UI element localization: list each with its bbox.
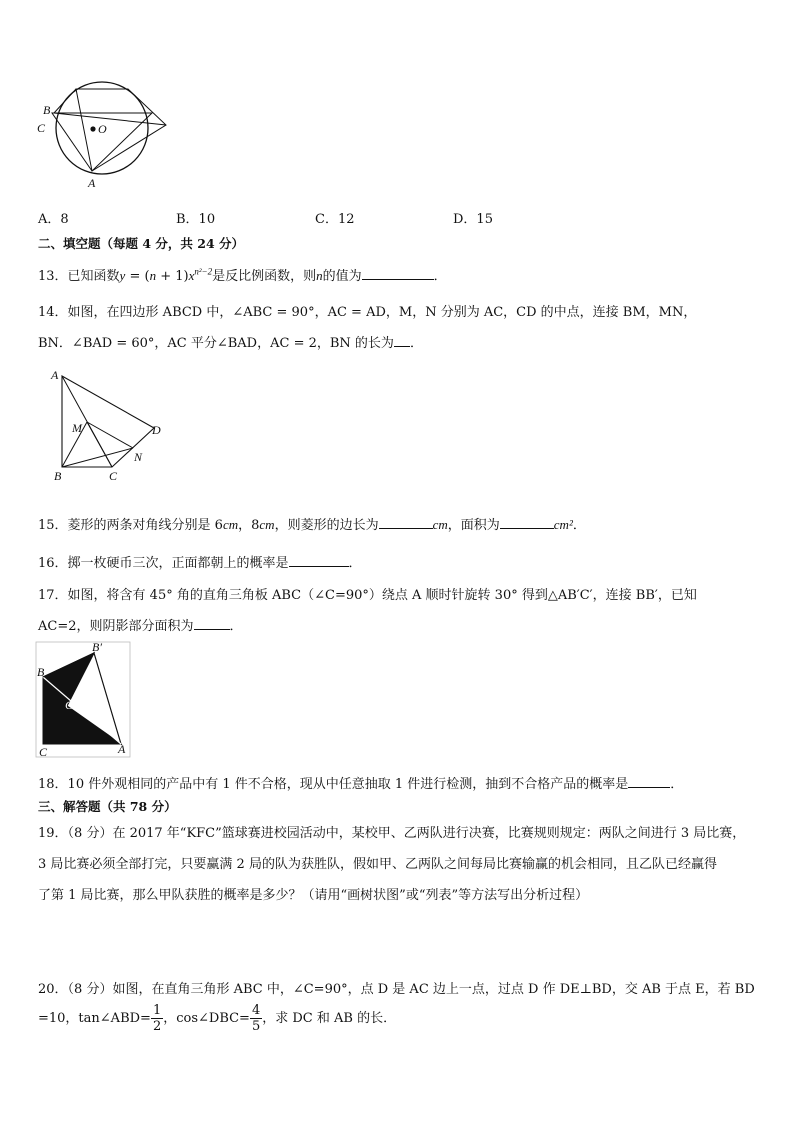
q12-option-b: B．10 xyxy=(176,212,216,227)
section-3-title: 三、解答题（共 78 分） xyxy=(38,799,177,814)
q17-answer-blank[interactable] xyxy=(194,617,230,630)
q14-line1: 14．如图，在四边形 ABCD 中，∠ABC = 90°，AC = AD，M，N 分别为 AC，CD 的中点，连接 BM，MN， xyxy=(38,305,697,320)
q14-end: ． xyxy=(409,336,423,351)
q15-mid: ，8 xyxy=(238,518,260,533)
q16-answer-blank[interactable] xyxy=(289,554,349,567)
q13-exponent: n²−2 xyxy=(194,266,213,277)
q19-line2: 3 局比赛必须全部打完，只要赢满 2 局的队为获胜队，假如甲、乙两队之间每局比赛输赢的机会相同，且乙队已经赢得 xyxy=(38,857,717,872)
q13-prefix: 13．已知函数 xyxy=(38,269,120,284)
q19-line3: 了第 1 局比赛，那么甲队获胜的概率是多少？（请用“画树状图”或“列表”等方法写出分析过程） xyxy=(38,888,589,903)
label-N: N xyxy=(134,450,143,464)
label-C: C xyxy=(37,121,46,135)
q16-text: 16．掷一枚硬币三次，正面都朝上的概率是 xyxy=(38,556,289,571)
section-2-title: 二、填空题（每题 4 分，共 24 分） xyxy=(38,236,245,251)
q18-text: 18．10 件外观相同的产品中有 1 件不合格，现从中任意抽取 1 件进行检测，抽到不合格产品的概率是 xyxy=(38,777,629,792)
label-C-prime: C′ xyxy=(65,698,76,712)
q18 xyxy=(38,773,683,792)
label-C: C xyxy=(109,469,118,483)
q15-end: ． xyxy=(572,518,586,533)
label-O: O xyxy=(98,122,107,136)
q13-middle: 是反比例函数，则 xyxy=(212,269,317,284)
q20-frac1-den: 2 xyxy=(152,1019,162,1034)
q13 xyxy=(38,265,447,284)
q15 xyxy=(38,514,586,533)
q12-square xyxy=(76,89,166,171)
q20-text-a: =10，tan∠ABD= xyxy=(38,1011,151,1026)
q13-y: y xyxy=(119,268,126,283)
q16 xyxy=(38,552,362,571)
q17-line2 xyxy=(38,615,243,634)
q20-text-c: ，求 DC 和 AB 的长． xyxy=(262,1011,397,1026)
q20-frac2-num: 4 xyxy=(251,1003,261,1018)
q16-end: ． xyxy=(348,556,362,571)
q14-answer-blank[interactable] xyxy=(394,334,410,347)
q18-answer-blank[interactable] xyxy=(628,775,670,788)
q13-n: n xyxy=(149,268,157,283)
q13-suffix: 的值为 xyxy=(322,269,362,284)
label-B: B xyxy=(54,469,62,483)
q14-figure xyxy=(34,366,174,488)
q15-prefix: 15．菱形的两条对角线分别是 6 xyxy=(38,518,223,533)
q13-end: ． xyxy=(433,269,447,284)
q19-line1: 19．（8 分）在 2017 年“KFC”篮球赛进校园活动中，某校甲、乙两队进行决赛，比赛规则规定：两队之间进行 3 局比赛， xyxy=(38,826,746,841)
q13-var: n xyxy=(316,268,323,283)
q13-answer-blank[interactable] xyxy=(362,267,434,280)
label-B-prime: B′ xyxy=(92,640,102,654)
q20-frac2-den: 5 xyxy=(251,1019,261,1034)
q17-line1: 17．如图，将含有 45° 角的直角三角板 ABC（∠C=90°）绕点 A 顺时针旋转 30° 得到△AB′C′，连接 BB′，已知 xyxy=(38,588,697,603)
q13-rest: + 1) xyxy=(156,269,189,284)
q12-chord-2 xyxy=(54,113,166,125)
q12-option-a: A．8 xyxy=(38,212,69,227)
label-B: B xyxy=(37,665,45,679)
label-A: A xyxy=(118,742,126,756)
q12-figure xyxy=(34,80,174,195)
q20-line2 xyxy=(38,1003,396,1034)
q15-text2: ，则菱形的边长为 xyxy=(274,518,379,533)
label-A: A xyxy=(51,368,59,382)
q12-option-c: C．12 xyxy=(315,212,355,227)
label-A: A xyxy=(88,176,96,190)
q13-eq: = ( xyxy=(125,269,150,284)
q20-frac1-num: 1 xyxy=(152,1003,162,1018)
q12-center-dot xyxy=(90,126,95,131)
q15-cm1: cm xyxy=(222,517,239,532)
q20-text-b: ，cos∠DBC= xyxy=(163,1011,250,1026)
label-C: C xyxy=(39,745,48,759)
q17-line2-text: AC=2，则阴影部分面积为 xyxy=(38,619,194,634)
q17-figure xyxy=(34,640,134,760)
q15-cm2: cm xyxy=(259,517,275,532)
q15-side-blank[interactable] xyxy=(379,516,433,529)
q18-end: ． xyxy=(670,777,684,792)
q17-end: ． xyxy=(229,619,243,634)
q14-line2 xyxy=(38,332,423,351)
q15-area-blank[interactable] xyxy=(500,516,554,529)
label-M: M xyxy=(72,421,82,435)
q20-fraction-cos xyxy=(250,1003,262,1034)
q15-unit2: cm² xyxy=(553,517,573,532)
label-D: D xyxy=(152,423,161,437)
q12-option-d: D．15 xyxy=(453,212,493,227)
q20-line1: 20．（8 分）如图，在直角三角形 ABC 中，∠C=90°，点 D 是 AC 边上一点，过点 D 作 DE⊥BD，交 AB 于点 E，若 BD xyxy=(38,982,755,997)
q20-fraction-tan xyxy=(151,1003,163,1034)
q15-text3: ，面积为 xyxy=(447,518,500,533)
q15-unit1: cm xyxy=(432,517,448,532)
q13-x: x xyxy=(188,268,195,283)
label-B: B xyxy=(43,103,51,117)
q14-line2-text: BN．∠BAD = 60°，AC 平分∠BAD，AC = 2，BN 的长为 xyxy=(38,336,394,351)
q12-chord xyxy=(54,89,76,113)
